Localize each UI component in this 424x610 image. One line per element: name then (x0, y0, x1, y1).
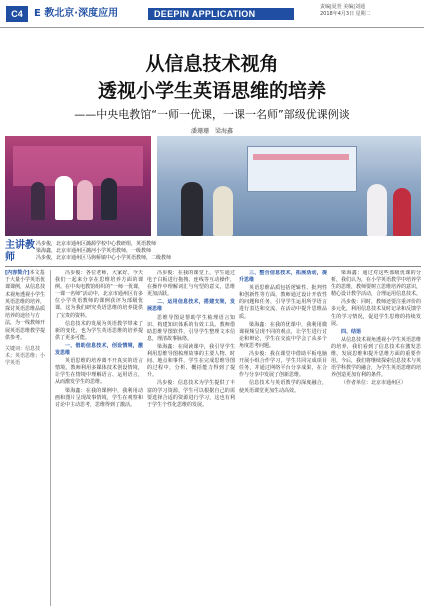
person-figure (31, 182, 45, 220)
paragraph: 信息技术与英语教学的深度融合，使英语课堂更加生动高效。 (239, 380, 327, 394)
person-figure (213, 186, 233, 236)
paragraph: 冯步俊：在我的课堂上，学生通过电子白板进行拖拽、连线等互动操作，在操作中理解词汇与句型的意义，思维更加活跃。 (147, 270, 235, 298)
paragraph: 冯步俊：我在课堂中借助平板电脑开展小组合作学习，学生共同完成项目任务，并通过网络平台分享成果，在合作与分享中发展了创新思维。 (239, 351, 327, 379)
presenters-label: 主讲教师 (5, 240, 35, 263)
classroom-photo-left (5, 136, 151, 236)
paragraph: 信息技术的发展为英语教学带来了新的变化，也为学生英语思维的培养提供了更多可能。 (55, 320, 143, 341)
headline-line-2: 透视小学生英语思维的培养 (97, 80, 326, 102)
editor-credit: 责编|夏萱 美编|刘通 (320, 4, 365, 10)
text-column-3 (239, 270, 327, 606)
presenters-list (36, 241, 256, 262)
paragraph: 思维导图是帮助学生梳理语言知识、构建知识体系的有效工具。教师借助思维导图软件，引导学生整理文本信息，理清故事脉络。 (147, 314, 235, 342)
text-column-1 (55, 270, 143, 606)
paragraph: 梁海鑫：在阅读课中，我引导学生利用思维导图梳理故事的主要人物、时间、地点和事件，学生在完成思维导图的过程中，分析、概括能力得到了提升。 (147, 343, 235, 379)
issue-meta (320, 4, 420, 18)
text-column-4 (331, 270, 421, 606)
section-heading: 四、结语 (341, 328, 362, 335)
divider (5, 266, 421, 267)
sidebar-intro-label: [内容简介] (5, 270, 30, 276)
screen-title-bar (253, 154, 349, 160)
paragraph: 梁海鑫：通过对这些部级优课的分析，我们认为，在小学英语教学中培养学生的思维，教师要树立思维培养的意识，精心设计教学活动，合理运用信息技术。 (331, 270, 421, 298)
paragraph: 从信息技术视角透视小学生英语思维的培养，我们看到了信息技术在激发思维、发展思维和提升思维方面的重要作用。今后，我们将继续探索信息技术与英语学科教学的融合，为学生英语思维的培养创造更加有利的条件。 (331, 336, 421, 379)
paragraph: （作者单位：北京市通州区） (341, 380, 407, 387)
person-figure (55, 176, 73, 220)
paragraph: 冯步俊：各位老师，大家好。今天我们一起来分享在思维培养方面的课例。在中央电教馆组织的“一师一优课，一课一名师”活动中，北京市通州区有多位小学英语教师的课例获评为部级优课，这为我们研究英语思维的培养提供了宝贵的资料。 (55, 270, 143, 319)
paragraph: 英语思维的培养离不开真实的语言情境。教师利用多媒体技术创设情境，让学生在情境中理解语言、运用语言，从而激发学生的思维。 (55, 358, 143, 386)
paragraph: 冯步俊：同时，教师还要注重评价的多元化，利用信息技术及时记录和反馈学生的学习情况，促进学生思维的持续发展。 (331, 299, 421, 327)
section-heading: 二、运用信息技术，搭建支架，发展思维 (147, 299, 235, 313)
headline-line-1: 从信息技术视角 (145, 53, 279, 75)
person-figure (77, 180, 93, 220)
person-figure (101, 178, 117, 220)
section-heading: 一、借助信息技术，创设情境，激发思维 (55, 342, 143, 357)
paragraph: 梁海鑫：在我的优课中，我利用微课视频呈现不同的观点，让学生进行讨论和辩论，学生在交流中学会了从多个角度思考问题。 (239, 321, 327, 349)
presenter-line: 冯步俊，北京市通州区潞源学校中心教研组，英语教师 (36, 241, 157, 247)
section-title: E 教北京·深度应用 (34, 8, 119, 19)
stage-screen (13, 146, 143, 186)
section-english-title: DEEPIN APPLICATION (148, 8, 294, 20)
sidebar-intro (5, 270, 47, 342)
article-sidebar (5, 270, 51, 606)
subheadline: ——中央电教馆“一师一优课，一课一名师”部级优课例谈 (74, 108, 350, 121)
sidebar-intro-text: 本文基于大量小学英语优课课例，从信息技术视角透视小学生英语思维的培养，探讨英语思维品质培养的途径与方法，为一线教师开展英语思维教学提供参考。 (5, 270, 46, 341)
page-number: C4 (6, 6, 28, 22)
person-figure (393, 188, 411, 236)
person-figure (367, 184, 387, 236)
issue-date: 2018年4月3日 星期二 (320, 11, 371, 17)
paragraph: 英语思维品质包括逻辑性、批判性和创新性等方面。教师通过设计开放性的问题和任务，引导学生运用所学语言进行表达和交流，在活动中提升思维品质。 (239, 285, 327, 320)
byline: 潘珊珊 梁海鑫 (190, 128, 233, 135)
section-heading: 三、整合信息技术，拓展活动，提升思维 (239, 270, 327, 284)
projector-screen (247, 146, 357, 192)
classroom-photo-right (157, 136, 421, 236)
presenter-line: 梁海鑫，北京市通州区潞河小学英语教师，一级教师 (36, 248, 152, 254)
text-column-2 (147, 270, 235, 606)
person-figure (181, 182, 203, 236)
presenter-line: 冯步俊，北京市通州区马驹桥镇中心小学英语教师，二级教师 (36, 255, 172, 261)
masthead (0, 0, 424, 28)
sidebar-keywords: 关键词：信息技术；英语思维；小学英语 (5, 346, 46, 367)
paragraph: 冯步俊：信息技术为学生提供了丰富的学习资源，学生可以根据自己的需要选择合适的资源进行学习，这也有利于学生个性化思维的发展。 (147, 380, 235, 408)
paragraph: 梁海鑫：在我的课例中，我利用动画和图片呈现故事情境，学生在观察和讨论中主动思考，思维得到了激活。 (55, 387, 143, 408)
